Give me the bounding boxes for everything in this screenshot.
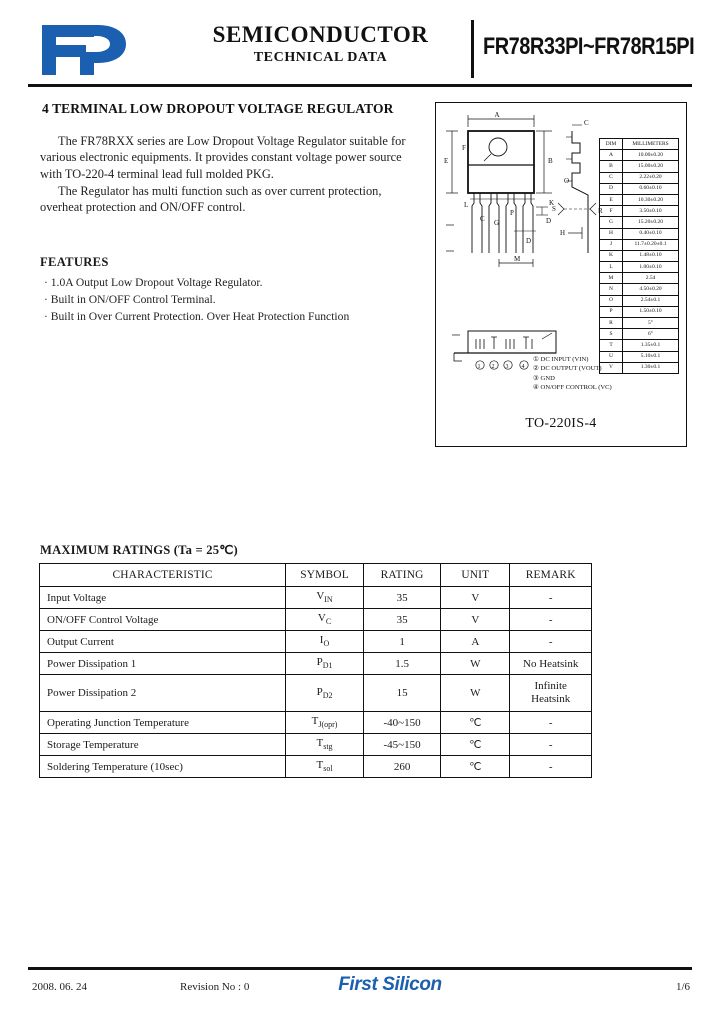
- dimension-key: S: [600, 329, 623, 340]
- ratings-col-remark: REMARK: [510, 564, 592, 587]
- dimension-value: 5°: [623, 318, 679, 329]
- rating-remark: -: [510, 756, 592, 778]
- dimension-key: M: [600, 273, 623, 284]
- dimension-row: [600, 217, 679, 228]
- rating-symbol: $I_O$: [286, 631, 364, 653]
- svg-text:4: 4: [521, 364, 525, 370]
- dimension-row: [600, 250, 679, 261]
- rating-remark: -: [510, 631, 592, 653]
- dimension-row: [600, 295, 679, 306]
- page-title: 4 TERMINAL LOW DROPOUT VOLTAGE REGULATOR: [42, 101, 394, 116]
- rating-value: -45~150: [363, 734, 440, 756]
- dimension-row: [600, 183, 679, 194]
- overview-paragraph-1: The FR78RXX series are Low Dropout Voltage Regulator suitable for various electronic equipments. It provides constant voltage power source with TO-220-4 terminal lead full molded PKG.: [40, 134, 406, 181]
- svg-text:R: R: [598, 207, 603, 215]
- dimension-value: 1.30±0.1: [623, 362, 679, 373]
- rating-symbol: $P_{D2}$: [286, 675, 364, 712]
- dimension-table-header-row: [600, 139, 679, 150]
- pin-legend-item: ④ ON/OFF CONTROL (VC): [533, 384, 612, 392]
- header-title-sub: TECHNICAL DATA: [253, 50, 388, 66]
- dimension-value: 15.00±0.20: [623, 161, 679, 172]
- rating-symbol: $T_{stg}$: [286, 734, 364, 756]
- ratings-header-row: [40, 564, 592, 587]
- dimension-value: 1.35±0.1: [623, 340, 679, 351]
- dimension-value: 1.00±0.10: [623, 262, 679, 273]
- dimension-key: H: [600, 228, 623, 239]
- dimension-row: [600, 329, 679, 340]
- ratings-col-symbol: SYMBOL: [286, 564, 364, 587]
- rating-unit: ℃: [441, 712, 510, 734]
- page-number: 1/6: [675, 981, 690, 993]
- maximum-ratings-table: [39, 563, 592, 778]
- table-row: [40, 609, 592, 631]
- rating-unit: A: [441, 631, 510, 653]
- dimension-row: [600, 150, 679, 161]
- ratings-heading: MAXIMUM RATINGS (Ta = 25℃): [40, 543, 238, 557]
- rating-value: 1: [363, 631, 440, 653]
- dim-label-a: A: [494, 111, 500, 119]
- dimension-value: 10.30±0.20: [623, 194, 679, 205]
- footer-revision: Revision No : 0: [180, 981, 250, 993]
- svg-text:1: 1: [477, 364, 481, 370]
- package-type-label: TO-220IS-4: [525, 416, 597, 431]
- features-heading: FEATURES: [40, 255, 109, 269]
- ratings-col-rating: RATING: [363, 564, 440, 587]
- svg-text:E: E: [444, 157, 449, 165]
- dimension-row: [600, 273, 679, 284]
- dimension-value: 10.00±0.20: [623, 150, 679, 161]
- dimension-key: R: [600, 318, 623, 329]
- rating-characteristic: Power Dissipation 1: [40, 653, 286, 675]
- table-row: [40, 712, 592, 734]
- svg-text:G: G: [494, 219, 500, 227]
- rating-value: -40~150: [363, 712, 440, 734]
- dimension-row: [600, 206, 679, 217]
- svg-text:C: C: [480, 215, 485, 223]
- dimension-value: 1.48±0.10: [623, 250, 679, 261]
- pin-legend-item: ③ GND: [533, 374, 555, 382]
- rating-symbol: $T_{J(opr)}$: [286, 712, 364, 734]
- dimension-value: 2.54: [623, 273, 679, 284]
- rating-characteristic: Soldering Temperature (10sec): [40, 756, 286, 778]
- pin-legend: [533, 355, 612, 393]
- svg-text:M: M: [514, 255, 521, 263]
- dimension-key: U: [600, 351, 623, 362]
- dimension-value: 0.60±0.10: [623, 183, 679, 194]
- rating-unit: V: [441, 609, 510, 631]
- dimension-key: V: [600, 362, 623, 373]
- svg-text:O: O: [564, 177, 570, 185]
- rating-remark: -: [510, 587, 592, 609]
- rating-value: 15: [363, 675, 440, 712]
- dimension-key: D: [600, 183, 623, 194]
- rating-characteristic: Output Current: [40, 631, 286, 653]
- dimension-row: [600, 161, 679, 172]
- header-divider: [471, 20, 474, 78]
- rating-unit: V: [441, 587, 510, 609]
- page-header: [28, 18, 695, 80]
- dimension-key: P: [600, 306, 623, 317]
- rating-symbol: $V_C$: [286, 609, 364, 631]
- dimension-value: 2.54±0.1: [623, 295, 679, 306]
- dimension-table: [599, 138, 679, 374]
- ratings-table-body: [40, 587, 592, 778]
- table-row: [40, 675, 592, 712]
- rating-symbol: $V_{IN}$: [286, 587, 364, 609]
- svg-text:S: S: [552, 205, 556, 213]
- feature-item: · Built in ON/OFF Control Terminal.: [44, 293, 216, 306]
- table-row: [40, 653, 592, 675]
- dimension-value: 6°: [623, 329, 679, 340]
- table-row: [40, 734, 592, 756]
- rating-value: 35: [363, 587, 440, 609]
- rating-characteristic: Operating Junction Temperature: [40, 712, 286, 734]
- dimension-key: G: [600, 217, 623, 228]
- fs-logo-icon: [36, 22, 136, 78]
- dimension-key: E: [600, 194, 623, 205]
- dimension-key: L: [600, 262, 623, 273]
- rating-remark: Infinite Heatsink: [510, 675, 592, 712]
- page-footer: [28, 974, 692, 1000]
- dimension-row: [600, 306, 679, 317]
- features-list: [44, 274, 434, 325]
- footer-date: 2008. 06. 24: [32, 981, 87, 993]
- dimension-row: [600, 239, 679, 250]
- company-logo-text: First Silicon: [338, 974, 442, 995]
- rating-unit: W: [441, 675, 510, 712]
- dimension-value: 15.20±0.20: [623, 217, 679, 228]
- dimension-key: K: [600, 250, 623, 261]
- rating-unit: W: [441, 653, 510, 675]
- dimension-row: [600, 172, 679, 183]
- header-title-main: SEMICONDUCTOR: [212, 22, 429, 47]
- svg-text:P: P: [510, 209, 514, 217]
- rating-characteristic: Power Dissipation 2: [40, 675, 286, 712]
- rating-symbol: $T_{sol}$: [286, 756, 364, 778]
- rating-value: 260: [363, 756, 440, 778]
- dimension-value: 2.22±0.20: [623, 172, 679, 183]
- dimension-row: [600, 340, 679, 351]
- dimension-key: T: [600, 340, 623, 351]
- dimension-key: C: [600, 172, 623, 183]
- table-row: [40, 631, 592, 653]
- rating-remark: -: [510, 734, 592, 756]
- dimension-key: A: [600, 150, 623, 161]
- rating-value: 1.5: [363, 653, 440, 675]
- footer-rule: [28, 967, 692, 970]
- dimension-value: 4.50±0.20: [623, 284, 679, 295]
- table-row: [40, 587, 592, 609]
- rating-unit: ℃: [441, 756, 510, 778]
- dimension-value: 0.40±0.10: [623, 228, 679, 239]
- dimension-row: [600, 228, 679, 239]
- dimension-row: [600, 284, 679, 295]
- ratings-col-unit: UNIT: [441, 564, 510, 587]
- dim-header-key: DIM: [600, 139, 623, 150]
- svg-text:D: D: [546, 217, 552, 225]
- dimension-value: 5.10±0.1: [623, 351, 679, 362]
- dimension-value: 3.50±0.10: [623, 206, 679, 217]
- dimension-key: J: [600, 239, 623, 250]
- rating-remark: No Heatsink: [510, 653, 592, 675]
- feature-item: · 1.0A Output Low Dropout Voltage Regulator.: [44, 276, 263, 289]
- table-row: [40, 756, 592, 778]
- ratings-col-characteristic: CHARACTERISTIC: [40, 564, 286, 587]
- dimension-key: N: [600, 284, 623, 295]
- dimension-key: O: [600, 295, 623, 306]
- pin-legend-item: ② DC OUTPUT (VOUT): [533, 365, 602, 373]
- overview-paragraph-2: The Regulator has multi function such as over current protection, overheat protection and ON/OFF control.: [40, 183, 382, 215]
- dimension-row: [600, 194, 679, 205]
- svg-text:K: K: [549, 199, 555, 207]
- header-titles: [178, 22, 463, 66]
- svg-text:2: 2: [491, 364, 495, 370]
- dimension-value: 11.7±0.20±0.1: [623, 239, 679, 250]
- dim-header-value: MILLIMETERS: [623, 139, 679, 150]
- rating-characteristic: Storage Temperature: [40, 734, 286, 756]
- dimension-key: B: [600, 161, 623, 172]
- dimension-key: F: [600, 206, 623, 217]
- svg-text:F: F: [462, 144, 466, 152]
- rating-characteristic: Input Voltage: [40, 587, 286, 609]
- dimension-value: 1.50±0.10: [623, 306, 679, 317]
- svg-text:3: 3: [505, 364, 509, 370]
- part-number: FR78R33PI~FR78R15PI: [483, 33, 695, 61]
- feature-item: · Built in Over Current Protection. Over Heat Protection Function: [44, 310, 350, 323]
- rating-unit: ℃: [441, 734, 510, 756]
- dimension-row: [600, 318, 679, 329]
- package-outline-drawing: [435, 102, 687, 447]
- overview-text: [40, 133, 425, 215]
- svg-text:C: C: [584, 119, 589, 127]
- svg-text:H: H: [560, 229, 566, 237]
- dimension-table-body: [600, 150, 679, 374]
- header-rule: [28, 84, 692, 87]
- svg-text:L: L: [464, 201, 469, 209]
- svg-text:D: D: [526, 237, 532, 245]
- rating-value: 35: [363, 609, 440, 631]
- rating-remark: -: [510, 609, 592, 631]
- rating-remark: -: [510, 712, 592, 734]
- pin-legend-item: ① DC INPUT (VIN): [533, 356, 589, 363]
- svg-text:B: B: [548, 157, 553, 165]
- rating-characteristic: ON/OFF Control Voltage: [40, 609, 286, 631]
- rating-symbol: $P_{D1}$: [286, 653, 364, 675]
- dimension-row: [600, 262, 679, 273]
